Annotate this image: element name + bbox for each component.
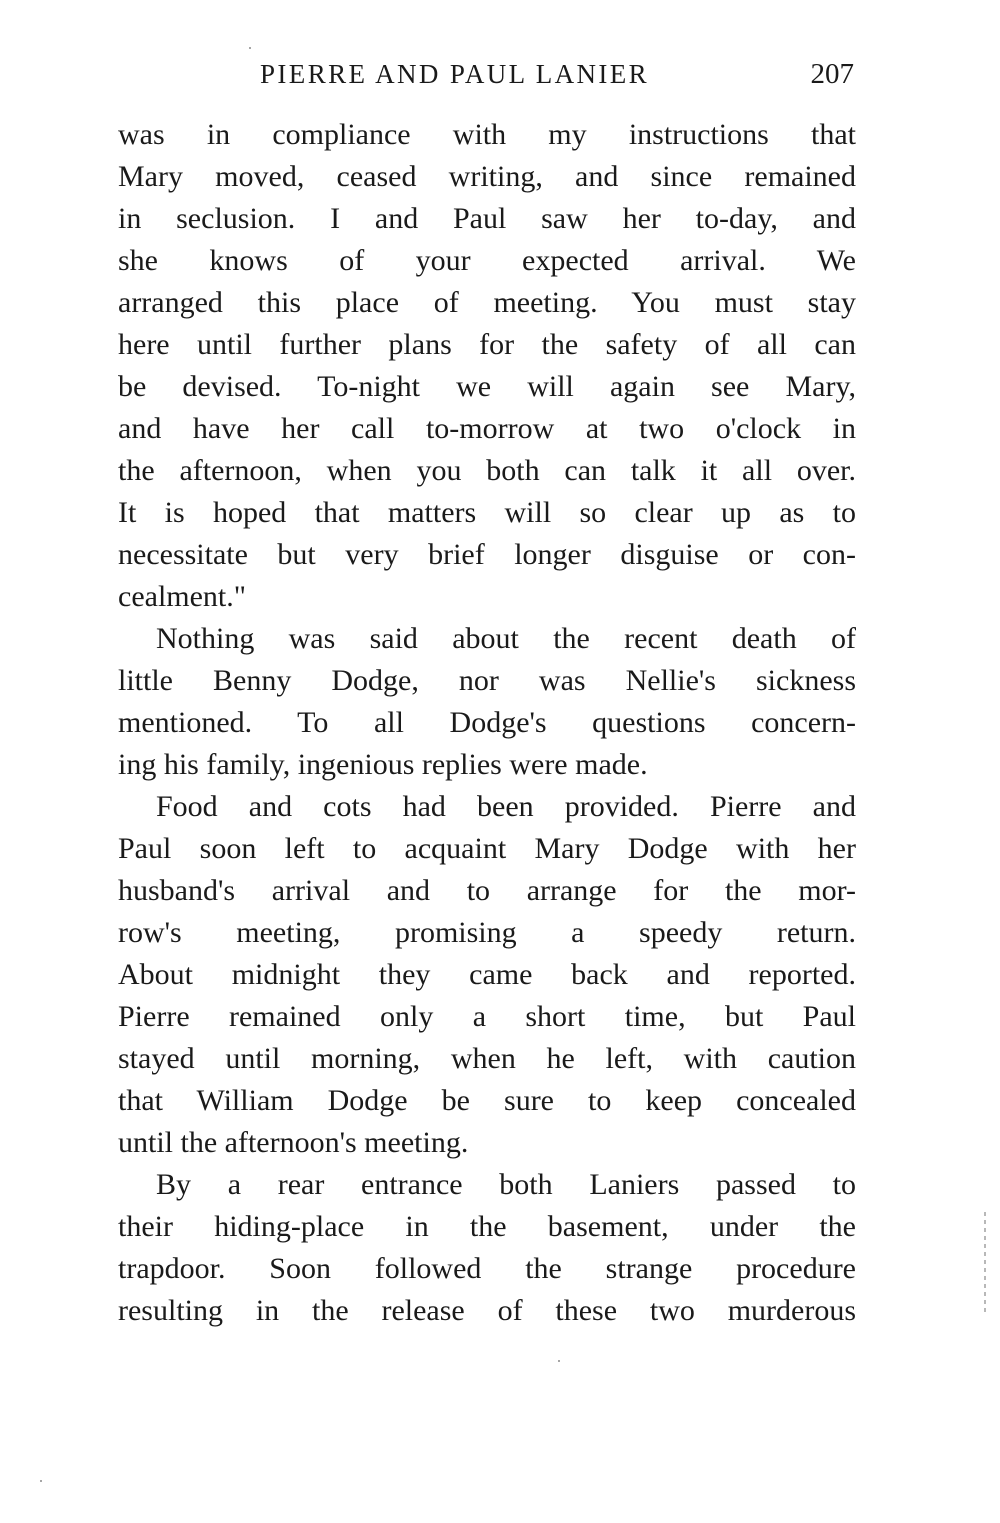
page-number: 207	[810, 58, 854, 90]
paragraph-first-line: Food and cots had been provided. Pierre and	[156, 790, 856, 823]
text-line: until the afternoon's meeting.	[118, 1126, 469, 1159]
text-line: in seclusion. I and Paul saw her to-day, and	[118, 202, 856, 235]
text-line: row's meeting, promising a speedy return.	[118, 916, 856, 949]
paragraph-first-line: Nothing was said about the recent death of	[156, 622, 856, 655]
scan-speck	[249, 47, 251, 49]
text-line: was in compliance with my instructions that	[118, 118, 856, 151]
scan-speck	[558, 1360, 560, 1362]
text-line: Pierre remained only a short time, but Paul	[118, 1000, 856, 1033]
text-line: little Benny Dodge, nor was Nellie's sickness	[118, 664, 856, 697]
text-line: About midnight they came back and reported.	[118, 958, 856, 991]
text-line: Mary moved, ceased writing, and since remained	[118, 160, 856, 193]
text-line: arranged this place of meeting. You must stay	[118, 286, 856, 319]
text-line: mentioned. To all Dodge's questions concern-	[118, 706, 856, 739]
text-line: that William Dodge be sure to keep concealed	[118, 1084, 856, 1117]
text-line: and have her call to-morrow at two o'clock in	[118, 412, 856, 445]
text-line: be devised. To-night we will again see Mary,	[118, 370, 856, 403]
text-line: trapdoor. Soon followed the strange procedure	[118, 1252, 856, 1285]
text-line: It is hoped that matters will so clear up as to	[118, 496, 856, 529]
scan-speck	[40, 1480, 42, 1482]
text-line: ing his family, ingenious replies were made.	[118, 748, 648, 781]
text-line: she knows of your expected arrival. We	[118, 244, 856, 277]
text-line: stayed until morning, when he left, with caution	[118, 1042, 856, 1075]
paragraph-first-line: By a rear entrance both Laniers passed to	[156, 1168, 856, 1201]
running-title: PIERRE AND PAUL LANIER	[260, 59, 650, 89]
text-line: cealment."	[118, 580, 247, 613]
running-head	[118, 54, 858, 94]
text-line: the afternoon, when you both can talk it all over.	[118, 454, 856, 487]
text-line: Paul soon left to acquaint Mary Dodge with her	[118, 832, 856, 865]
text-line: resulting in the release of these two murderous	[118, 1294, 856, 1327]
text-line: here until further plans for the safety of all can	[118, 328, 856, 361]
body-text	[118, 114, 856, 1332]
text-line: husband's arrival and to arrange for the mor-	[118, 874, 856, 907]
text-line: their hiding-place in the basement, under the	[118, 1210, 856, 1243]
scan-edge-dots	[984, 1212, 986, 1312]
text-line: necessitate but very brief longer disguise or con-	[118, 538, 856, 571]
